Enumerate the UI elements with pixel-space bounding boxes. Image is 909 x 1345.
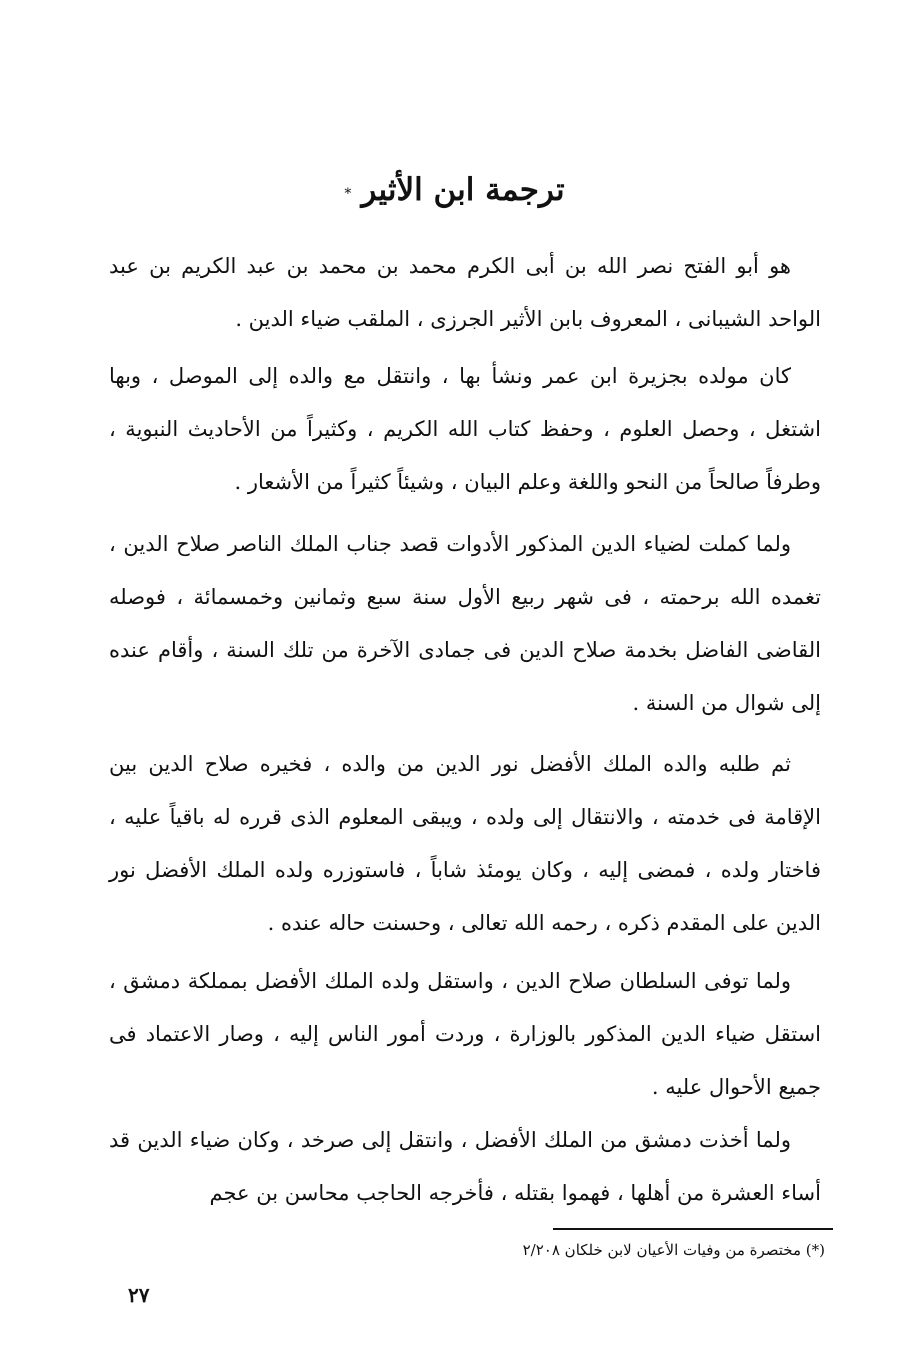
chapter-heading xyxy=(0,160,909,220)
footnote: (*) مختصرة من وفيات الأعيان لابن خلكان ٢/٢٠٨ xyxy=(522,1241,825,1259)
paragraph-vizier-appointment xyxy=(109,738,821,950)
paragraph-text: ثم طلبه والده الملك الأفضل نور الدين من والده ، فخيره صلاح الدين بين الإقامة فى خدمته ، والانتقال إلى ولده ، ويبقى المعلوم الذى قرره له باقياً عليه ، فاختار ولده ، فمضى إليه ، وكان يومئذ شاباً ، فاستوزره ولده الملك الأفضل نور الدين على المقدم ذكره ، رحمه الله تعالى ، وحسنت حاله عنده . xyxy=(109,752,821,935)
paragraph-birth-education xyxy=(109,350,821,509)
paragraph-text: هو أبو الفتح نصر الله بن أبى الكرم محمد بن محمد بن عبد الكريم بن عبد الواحد الشيبانى ، المعروف بابن الأثير الجرزى ، الملقب ضياء الدين . xyxy=(109,254,821,331)
paragraph-text: ولما توفى السلطان صلاح الدين ، واستقل ولده الملك الأفضل بمملكة دمشق ، استقل ضياء الدين المذكور بالوزارة ، وردت أمور الناس إليه ، وصار الاعتماد فى جميع الأحوال عليه . xyxy=(109,969,821,1099)
paragraph-service-saladin xyxy=(109,518,821,730)
chapter-title: ترجمة ابن الأثير xyxy=(361,172,565,208)
page-number: ٢٧ xyxy=(128,1283,150,1307)
paragraph-text: ولما كملت لضياء الدين المذكور الأدوات قصد جناب الملك الناصر صلاح الدين ، تغمده الله برحمته ، فى شهر ربيع الأول سنة سبع وثمانين وخمسمائة ، فوصله القاضى الفاضل بخدمة صلاح الدين فى جمادى الآخرة من تلك السنة ، وأقام عنده إلى شوال من السنة . xyxy=(109,532,821,715)
paragraph-sultan-death xyxy=(109,955,821,1114)
footnote-marker: * xyxy=(344,186,352,202)
paragraph-damascus-loss xyxy=(109,1114,821,1220)
footnote-divider xyxy=(553,1228,833,1230)
paragraph-text: كان مولده بجزيرة ابن عمر ونشأ بها ، وانتقل مع والده إلى الموصل ، وبها اشتغل ، وحصل العلوم ، وحفظ كتاب الله الكريم ، وكثيراً من الأحاديث النبوية ، وطرفاً صالحاً من النحو واللغة وعلم البيان ، وشيئاً كثيراً من الأشعار . xyxy=(109,364,821,494)
paragraph-text: ولما أخذت دمشق من الملك الأفضل ، وانتقل إلى صرخد ، وكان ضياء الدين قد أساء العشرة من أهلها ، فهموا بقتله ، فأخرجه الحاجب محاسن بن عجم xyxy=(109,1128,821,1205)
paragraph-name-lineage xyxy=(109,240,821,346)
